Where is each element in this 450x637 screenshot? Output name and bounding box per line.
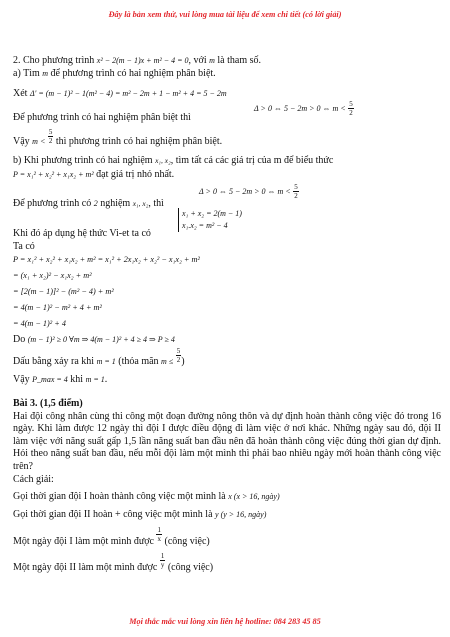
preview-banner: Đây là bản xem thử, vui lòng mua tài liệu để xem chi tiết (có lời giải)	[108, 10, 342, 19]
calc-line-2: = (x₁ + x₂)² − x₁x₂ + m²	[13, 271, 92, 280]
solution-label: Cách giải:	[13, 474, 54, 485]
hotline-banner: Mọi thắc mắc vui lòng xin liên hệ hotline: 084 283 45 85	[129, 617, 321, 626]
problem2-intro: 2. Cho phương trình x² − 2(m − 1)x + m² − 4 = 0, với m là tham số.	[13, 55, 262, 66]
problem3-title: Bài 3. (1,5 điểm)	[13, 398, 83, 409]
part-b-expression: P = x₁² + x₂² + x₁x₂ + m² đạt giá trị nhỏ nhất.	[13, 169, 175, 180]
condition2-line: Để phương trình có 2 nghiệm x₁, x₂, thì	[13, 198, 164, 209]
part-b-question: b) Khi phương trình có hai nghiệm x₁, x₂, tìm tất cả các giá trị của m để biểu thức	[13, 155, 334, 166]
condition-equation: Δ > 0 ⇔ 5 − 2m > 0 ⇔ m < $\frac{5}{2}$	[254, 100, 353, 117]
part-a-conclusion: Vậy m < $\frac{5}{2}$ thì phương trình có hai nghiệm phân biệt.	[13, 128, 223, 147]
vieta-line: Khi đó áp dụng hệ thức Vi-et ta có	[13, 228, 151, 239]
rate-x-line: Một ngày đội I làm một mình được $\frac{1}{x}$ (công việc)	[13, 526, 210, 547]
part-a-question: a) Tìm m để phương trình có hai nghiệm phân biệt.	[13, 68, 216, 79]
calc-line-4: = 4(m − 1)² − m² + 4 + m²	[13, 303, 102, 312]
rate-y-line: Một ngày đội II làm một mình được $\frac{1}{y}$ (công việc)	[13, 552, 214, 573]
final-line: Vậy P_max = 4 khi m = 1.	[13, 374, 108, 385]
problem3-text: Hai đội công nhân cùng thi công một đoạn đường nông thôn và dự định hoàn thành công việc đó trong 16 ngày. Khi làm được 12 ngày thì đội I được điều động đi làm việc ở nơi khác. Những ngày sau đó, đội II làm việc với năng suất gấp 1,5 lần năng suất ban đầu nên đã hoàn thành công việc đúng thời gian dự định. Hỏi theo năng suất ban đầu, nếu mỗi đội làm một mình thì phải bao nhiêu ngày mới hoàn thành công việc trên?	[13, 411, 441, 472]
expression-p: P = x₁² + x₂² + x₁x₂ + m²	[13, 170, 94, 179]
calc-line-1: P = x₁² + x₂² + x₁x₂ + m² = x₁² + 2x₁x₂ + x₂² − x₁x₂ + m²	[13, 255, 200, 264]
condition2-equation: Δ > 0 ⇔ 5 − 2m > 0 ⇔ m < $\frac{5}{2}$	[199, 183, 298, 200]
do-line: Do (m − 1)² ≥ 0 ∀m ⇒ 4(m − 1)² + 4 ≥ 4 ⇒ P ≥ 4	[13, 334, 175, 345]
ta-co: Ta có	[13, 241, 35, 252]
main-equation: x² − 2(m − 1)x + m² − 4 = 0	[96, 56, 189, 65]
condition-line: Để phương trình có hai nghiệm phân biệt thì	[13, 112, 191, 123]
vieta-system: x₁ + x₂ = 2(m − 1) x₁.x₂ = m² − 4	[178, 208, 242, 232]
let-x-line: Gọi thời gian đội I hoàn thành công việc một mình là x (x > 16, ngày)	[13, 491, 280, 502]
equality-line: Dấu bằng xảy ra khi m = 1 (thỏa mãn m ≤ $\frac{5}{2}$ )	[13, 347, 185, 367]
let-y-line: Gọi thời gian đội II hoàn + công việc một mình là y (y > 16, ngày)	[13, 509, 267, 520]
delta-equation: Δ' = (m − 1)² − 1(m² − 4) = m² − 2m + 1 − m² + 4 = 5 − 2m	[29, 89, 227, 98]
calc-line-5: = 4(m − 1)² + 4	[13, 319, 66, 328]
calc-line-3: = [2(m − 1)]² − (m² − 4) + m²	[13, 287, 114, 296]
delta-line: Xét Δ' = (m − 1)² − 1(m² − 4) = m² − 2m + 1 − m² + 4 = 5 − 2m	[13, 88, 227, 99]
